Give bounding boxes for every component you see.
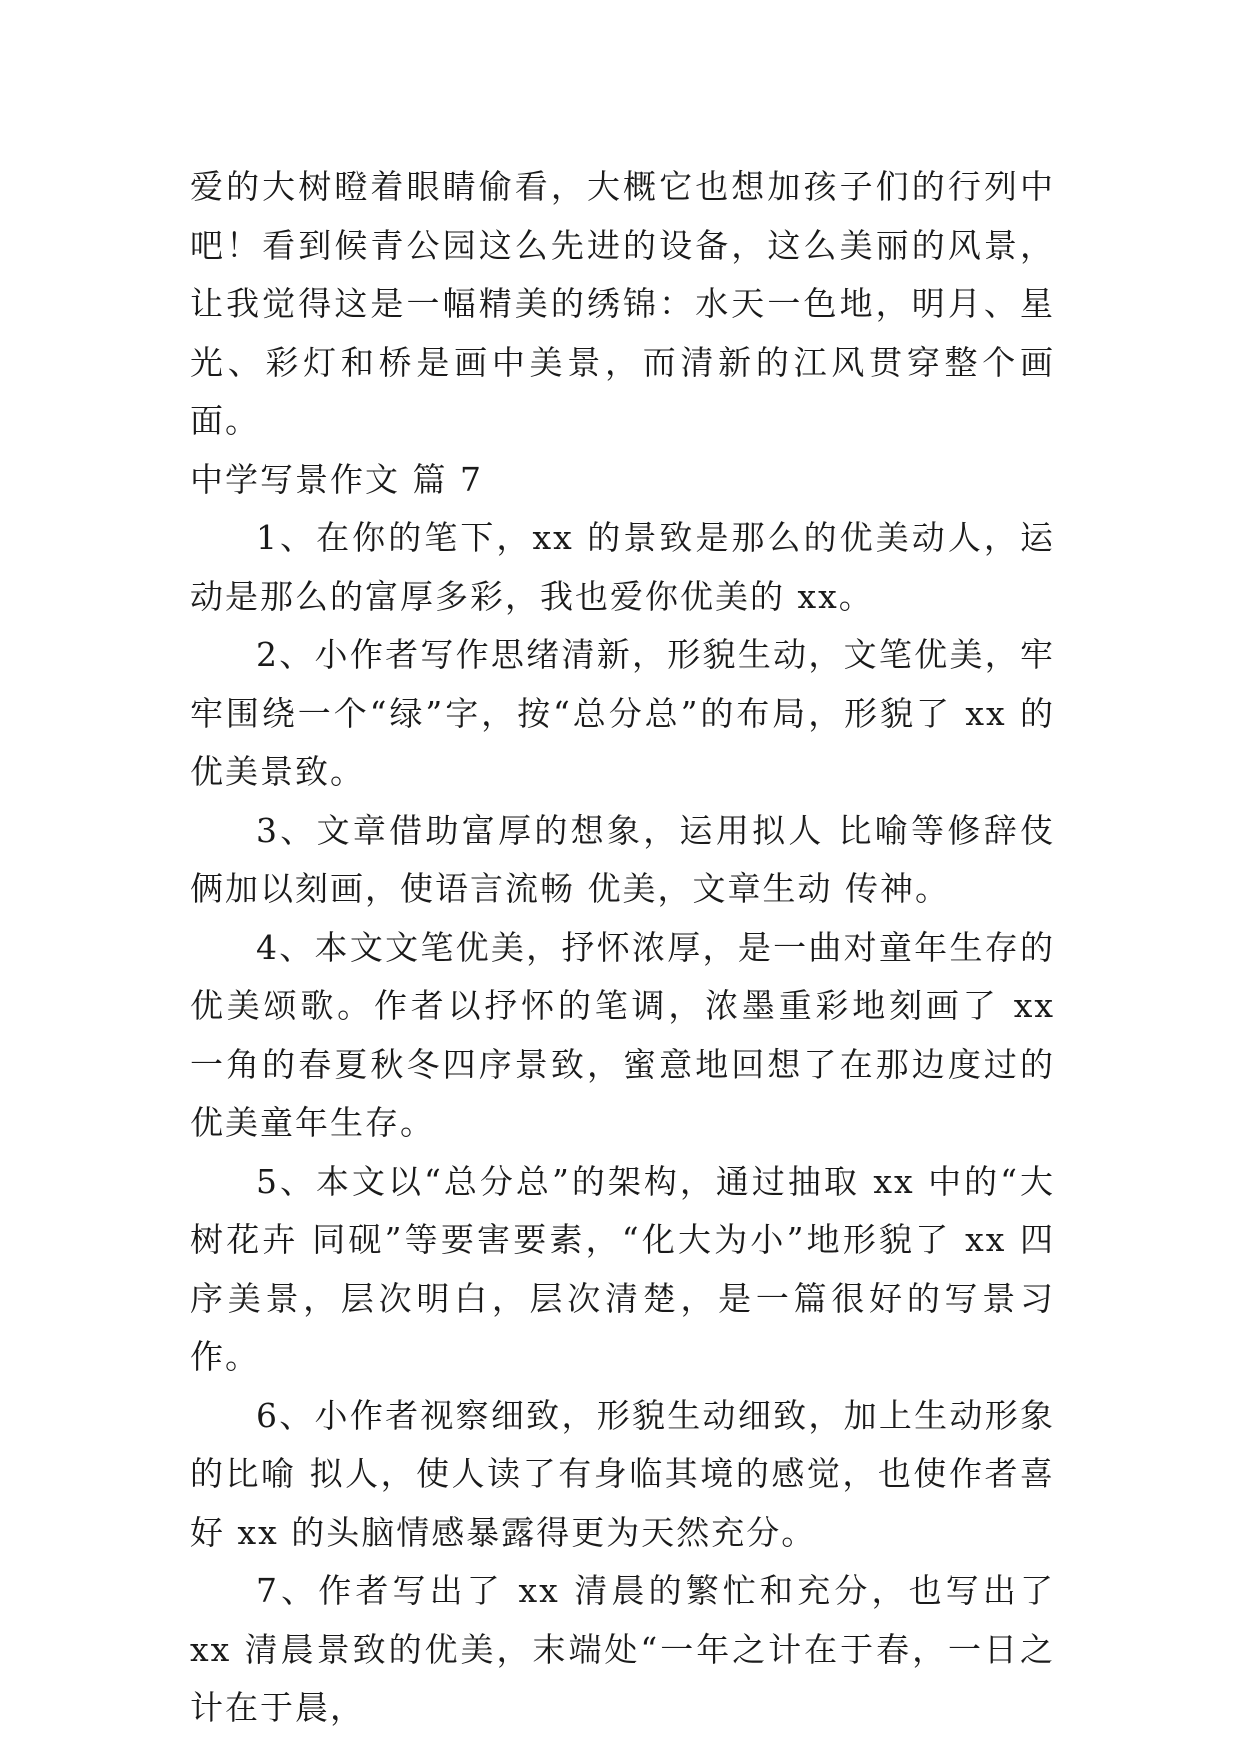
section-heading: 中学写景作文 篇 7 (190, 459, 483, 499)
document-body (190, 158, 1055, 1738)
comment-item-4: 4、本文文笔优美，抒怀浓厚，是一曲对童年生存的优美颂歌。作者以抒怀的笔调，浓墨重彩地刻画了 xx 一角的春夏秋冬四序景致，蜜意地回想了在那边度过的优美童年生存。 (190, 927, 1055, 1142)
comment-item-5: 5、本文以“总分总”的架构，通过抽取 xx 中的“大树花卉 同砚”等要害要素，“化大为小”地形貌了 xx 四序美景，层次明白，层次清楚，是一篇很好的写景习作。 (190, 1161, 1055, 1376)
comment-item-3: 3、文章借助富厚的想象，运用拟人 比喻等修辞伎俩加以刻画，使语言流畅 优美，文章生动 传神。 (190, 810, 1055, 908)
comment-item-2: 2、小作者写作思绪清新，形貌生动，文笔优美，牢牢围绕一个“绿”字，按“总分总”的布局，形貌了 xx 的优美景致。 (190, 635, 1055, 791)
comment-item-1: 1、在你的笔下，xx 的景致是那么的优美动人，运动是那么的富厚多彩，我也爱你优美的 xx。 (190, 518, 1055, 616)
intro-paragraph: 爱的大树瞪着眼睛偷看，大概它也想加孩子们的行列中吧！看到候青公园这么先进的设备，这么美丽的风景，让我觉得这是一幅精美的绣锦：水天一色地，明月、星光、彩灯和桥是画中美景，而清新的江风贯穿整个画面。 (190, 167, 1055, 440)
comment-item-7: 7、作者写出了 xx 清晨的繁忙和充分，也写出了 xx 清晨景致的优美，末端处“一年之计在于春，一日之计在于晨， (190, 1571, 1055, 1727)
comment-item-6: 6、小作者视察细致，形貌生动细致，加上生动形象的比喻 拟人，使人读了有身临其境的感觉，也使作者喜好 xx 的头脑情感暴露得更为天然充分。 (190, 1395, 1055, 1552)
